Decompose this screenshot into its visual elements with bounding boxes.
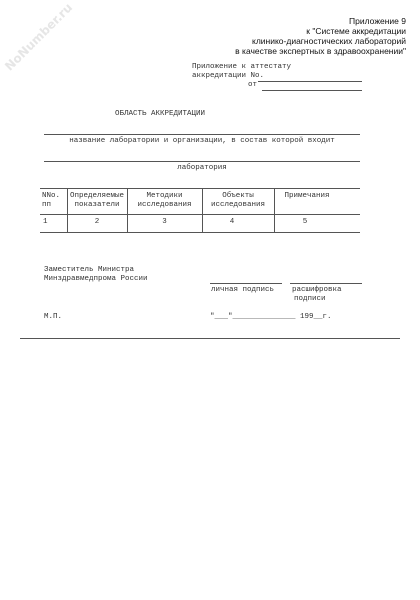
stamp-place: М.П. [44,313,63,321]
appendix-line-3: клинико-диагностических лабораторий [252,36,406,46]
header-objects: Объекты исследования [210,192,265,209]
table-bottom-border [40,232,360,233]
lab-line [44,161,360,162]
doc-title: ОБЛАСТЬ АККРЕДИТАЦИИ [114,110,205,118]
attestat-number-line [258,81,362,82]
table-top-border [40,188,360,189]
deputy-title: Заместитель Министра Минздравмедпрома России [44,266,148,283]
appendix-line-1: Приложение 9 [349,16,406,26]
personal-sign-caption: личная подпись [211,286,275,294]
attestat-line-1: Приложение к аттестату [192,63,292,71]
attestat-date-line [262,90,362,91]
lab-caption: лаборатория [177,164,227,172]
table-header-border [40,214,360,215]
attestat-block [192,63,291,90]
page-bottom-rule [20,338,400,339]
watermark: NoNumber.ru [2,0,76,74]
col-number-5: 5 [302,218,308,226]
decode-line [290,283,362,284]
header-indicators: Определяемые показатели [69,192,124,209]
header-notes: Примечания [284,192,330,200]
attestat-line-2: аккредитации No. [192,72,265,80]
attestat-line-3: от [248,81,258,89]
col-number-1: 1 [43,218,48,226]
appendix-line-4: в качестве экспертных в здравоохранении" [235,46,406,56]
header-number: NNo. пп [42,192,61,209]
col-number-2: 2 [94,218,100,226]
signature-line [210,283,282,284]
lab-name-caption: название лаборатории и организации, в состав которой входит [69,137,335,145]
col-number-3: 3 [162,218,167,226]
lab-name-line [44,134,360,135]
col-number-4: 4 [229,218,235,226]
decode-caption: расшифровка подписи [292,286,342,303]
header-methods: Методики исследования [137,192,192,209]
date-field: "___"______________ 199__г. [210,313,332,321]
appendix-header [206,16,406,56]
appendix-line-2: к "Системе аккредитации [306,26,406,36]
